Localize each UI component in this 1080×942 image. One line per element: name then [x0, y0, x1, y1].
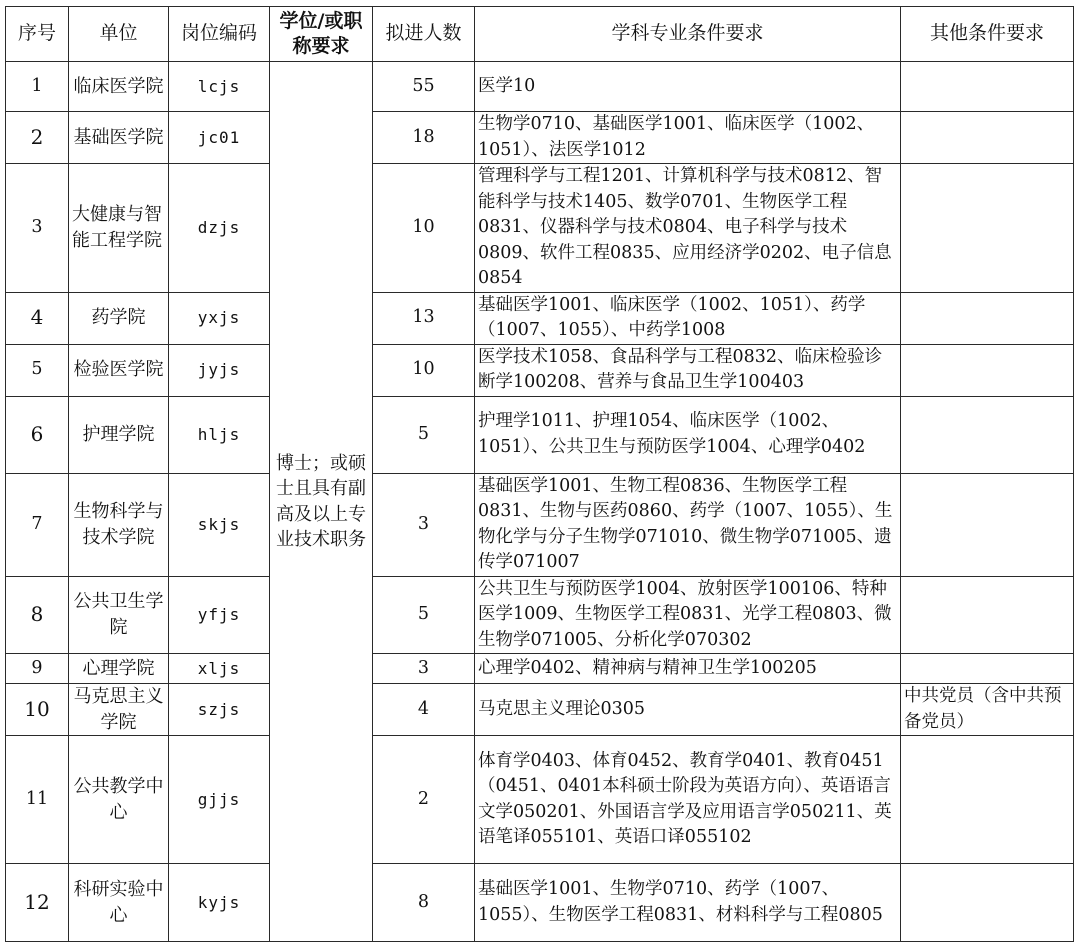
- row-code: yfjs: [169, 576, 270, 654]
- row-unit: 临床医学院: [69, 62, 169, 112]
- table-row: [6, 344, 1074, 396]
- row-other: [901, 864, 1074, 942]
- row-unit: 马克思主义学院: [69, 684, 169, 736]
- table-row: [6, 292, 1074, 344]
- row-major: 管理科学与工程1201、计算机科学与技术0812、智能科学与技术1405、数学0701、生物医学工程0831、仪器科学与技术0804、电子科学与技术0809、软件工程0835、应用经济学0202、电子信息0854: [475, 164, 901, 293]
- header-degree: 学位/或职称要求: [270, 7, 373, 62]
- table-row: [6, 396, 1074, 473]
- row-index: 6: [6, 396, 69, 473]
- table-row: [6, 473, 1074, 576]
- row-code: szjs: [169, 684, 270, 736]
- row-count: 3: [373, 654, 475, 684]
- row-major: 心理学0402、精神病与精神卫生学100205: [475, 654, 901, 684]
- row-other: [901, 292, 1074, 344]
- row-index: 10: [6, 684, 69, 736]
- row-other: [901, 112, 1074, 164]
- degree-requirement: 博士；或硕士且具有副高及以上专业技术职务: [270, 62, 373, 942]
- row-other: [901, 344, 1074, 396]
- header-row: [6, 7, 1074, 62]
- row-unit: 基础医学院: [69, 112, 169, 164]
- row-index: 3: [6, 164, 69, 293]
- row-unit: 护理学院: [69, 396, 169, 473]
- row-other: [901, 396, 1074, 473]
- row-index: 8: [6, 576, 69, 654]
- row-count: 10: [373, 344, 475, 396]
- row-other: [901, 62, 1074, 112]
- row-unit: 药学院: [69, 292, 169, 344]
- row-code: dzjs: [169, 164, 270, 293]
- table-row: [6, 62, 1074, 112]
- row-major: 马克思主义理论0305: [475, 684, 901, 736]
- row-code: lcjs: [169, 62, 270, 112]
- row-count: 2: [373, 736, 475, 864]
- recruitment-table: [5, 6, 1074, 942]
- row-other: [901, 654, 1074, 684]
- table-row: [6, 164, 1074, 293]
- row-code: yxjs: [169, 292, 270, 344]
- row-code: jc01: [169, 112, 270, 164]
- row-code: skjs: [169, 473, 270, 576]
- header-count: 拟进人数: [373, 7, 475, 62]
- row-major: 基础医学1001、生物学0710、药学（1007、1055）、生物医学工程0831、材料科学与工程0805: [475, 864, 901, 942]
- row-other: 中共党员（含中共预备党员）: [901, 684, 1074, 736]
- row-index: 4: [6, 292, 69, 344]
- table-row: [6, 112, 1074, 164]
- row-unit: 检验医学院: [69, 344, 169, 396]
- table-row: [6, 684, 1074, 736]
- row-code: gjjs: [169, 736, 270, 864]
- header-major: 学科专业条件要求: [475, 7, 901, 62]
- row-major: 医学技术1058、食品科学与工程0832、临床检验诊断学100208、营养与食品卫生学100403: [475, 344, 901, 396]
- row-major: 基础医学1001、临床医学（1002、1051）、药学（1007、1055）、中药学1008: [475, 292, 901, 344]
- row-unit: 大健康与智能工程学院: [69, 164, 169, 293]
- row-index: 11: [6, 736, 69, 864]
- row-unit: 生物科学与技术学院: [69, 473, 169, 576]
- table-row: [6, 654, 1074, 684]
- row-count: 10: [373, 164, 475, 293]
- row-count: 4: [373, 684, 475, 736]
- row-other: [901, 576, 1074, 654]
- row-major: 生物学0710、基础医学1001、临床医学（1002、1051）、法医学1012: [475, 112, 901, 164]
- row-code: xljs: [169, 654, 270, 684]
- header-unit: 单位: [69, 7, 169, 62]
- table-row: [6, 576, 1074, 654]
- row-unit: 公共卫生学院: [69, 576, 169, 654]
- header-index: 序号: [6, 7, 69, 62]
- row-other: [901, 164, 1074, 293]
- row-unit: 心理学院: [69, 654, 169, 684]
- row-count: 5: [373, 396, 475, 473]
- table-row: [6, 736, 1074, 864]
- row-code: jyjs: [169, 344, 270, 396]
- row-major: 体育学0403、体育0452、教育学0401、教育0451（0451、0401本科硕士阶段为英语方向）、英语语言文学050201、外国语言学及应用语言学050211、英语笔译055101、英语口译055102: [475, 736, 901, 864]
- row-count: 18: [373, 112, 475, 164]
- row-major: 公共卫生与预防医学1004、放射医学100106、特种医学1009、生物医学工程0831、光学工程0803、微生物学071005、分析化学070302: [475, 576, 901, 654]
- row-index: 7: [6, 473, 69, 576]
- header-code: 岗位编码: [169, 7, 270, 62]
- row-index: 12: [6, 864, 69, 942]
- row-count: 3: [373, 473, 475, 576]
- row-count: 5: [373, 576, 475, 654]
- row-other: [901, 473, 1074, 576]
- row-major: 医学10: [475, 62, 901, 112]
- row-index: 5: [6, 344, 69, 396]
- row-index: 1: [6, 62, 69, 112]
- row-code: hljs: [169, 396, 270, 473]
- row-index: 2: [6, 112, 69, 164]
- row-major: 护理学1011、护理1054、临床医学（1002、1051）、公共卫生与预防医学1004、心理学0402: [475, 396, 901, 473]
- table-row: [6, 864, 1074, 942]
- row-count: 8: [373, 864, 475, 942]
- row-count: 55: [373, 62, 475, 112]
- row-unit: 科研实验中心: [69, 864, 169, 942]
- row-index: 9: [6, 654, 69, 684]
- row-unit: 公共教学中心: [69, 736, 169, 864]
- header-other: 其他条件要求: [901, 7, 1074, 62]
- row-other: [901, 736, 1074, 864]
- row-code: kyjs: [169, 864, 270, 942]
- row-major: 基础医学1001、生物工程0836、生物医学工程0831、生物与医药0860、药学（1007、1055）、生物化学与分子生物学071010、微生物学071005、遗传学071007: [475, 473, 901, 576]
- row-count: 13: [373, 292, 475, 344]
